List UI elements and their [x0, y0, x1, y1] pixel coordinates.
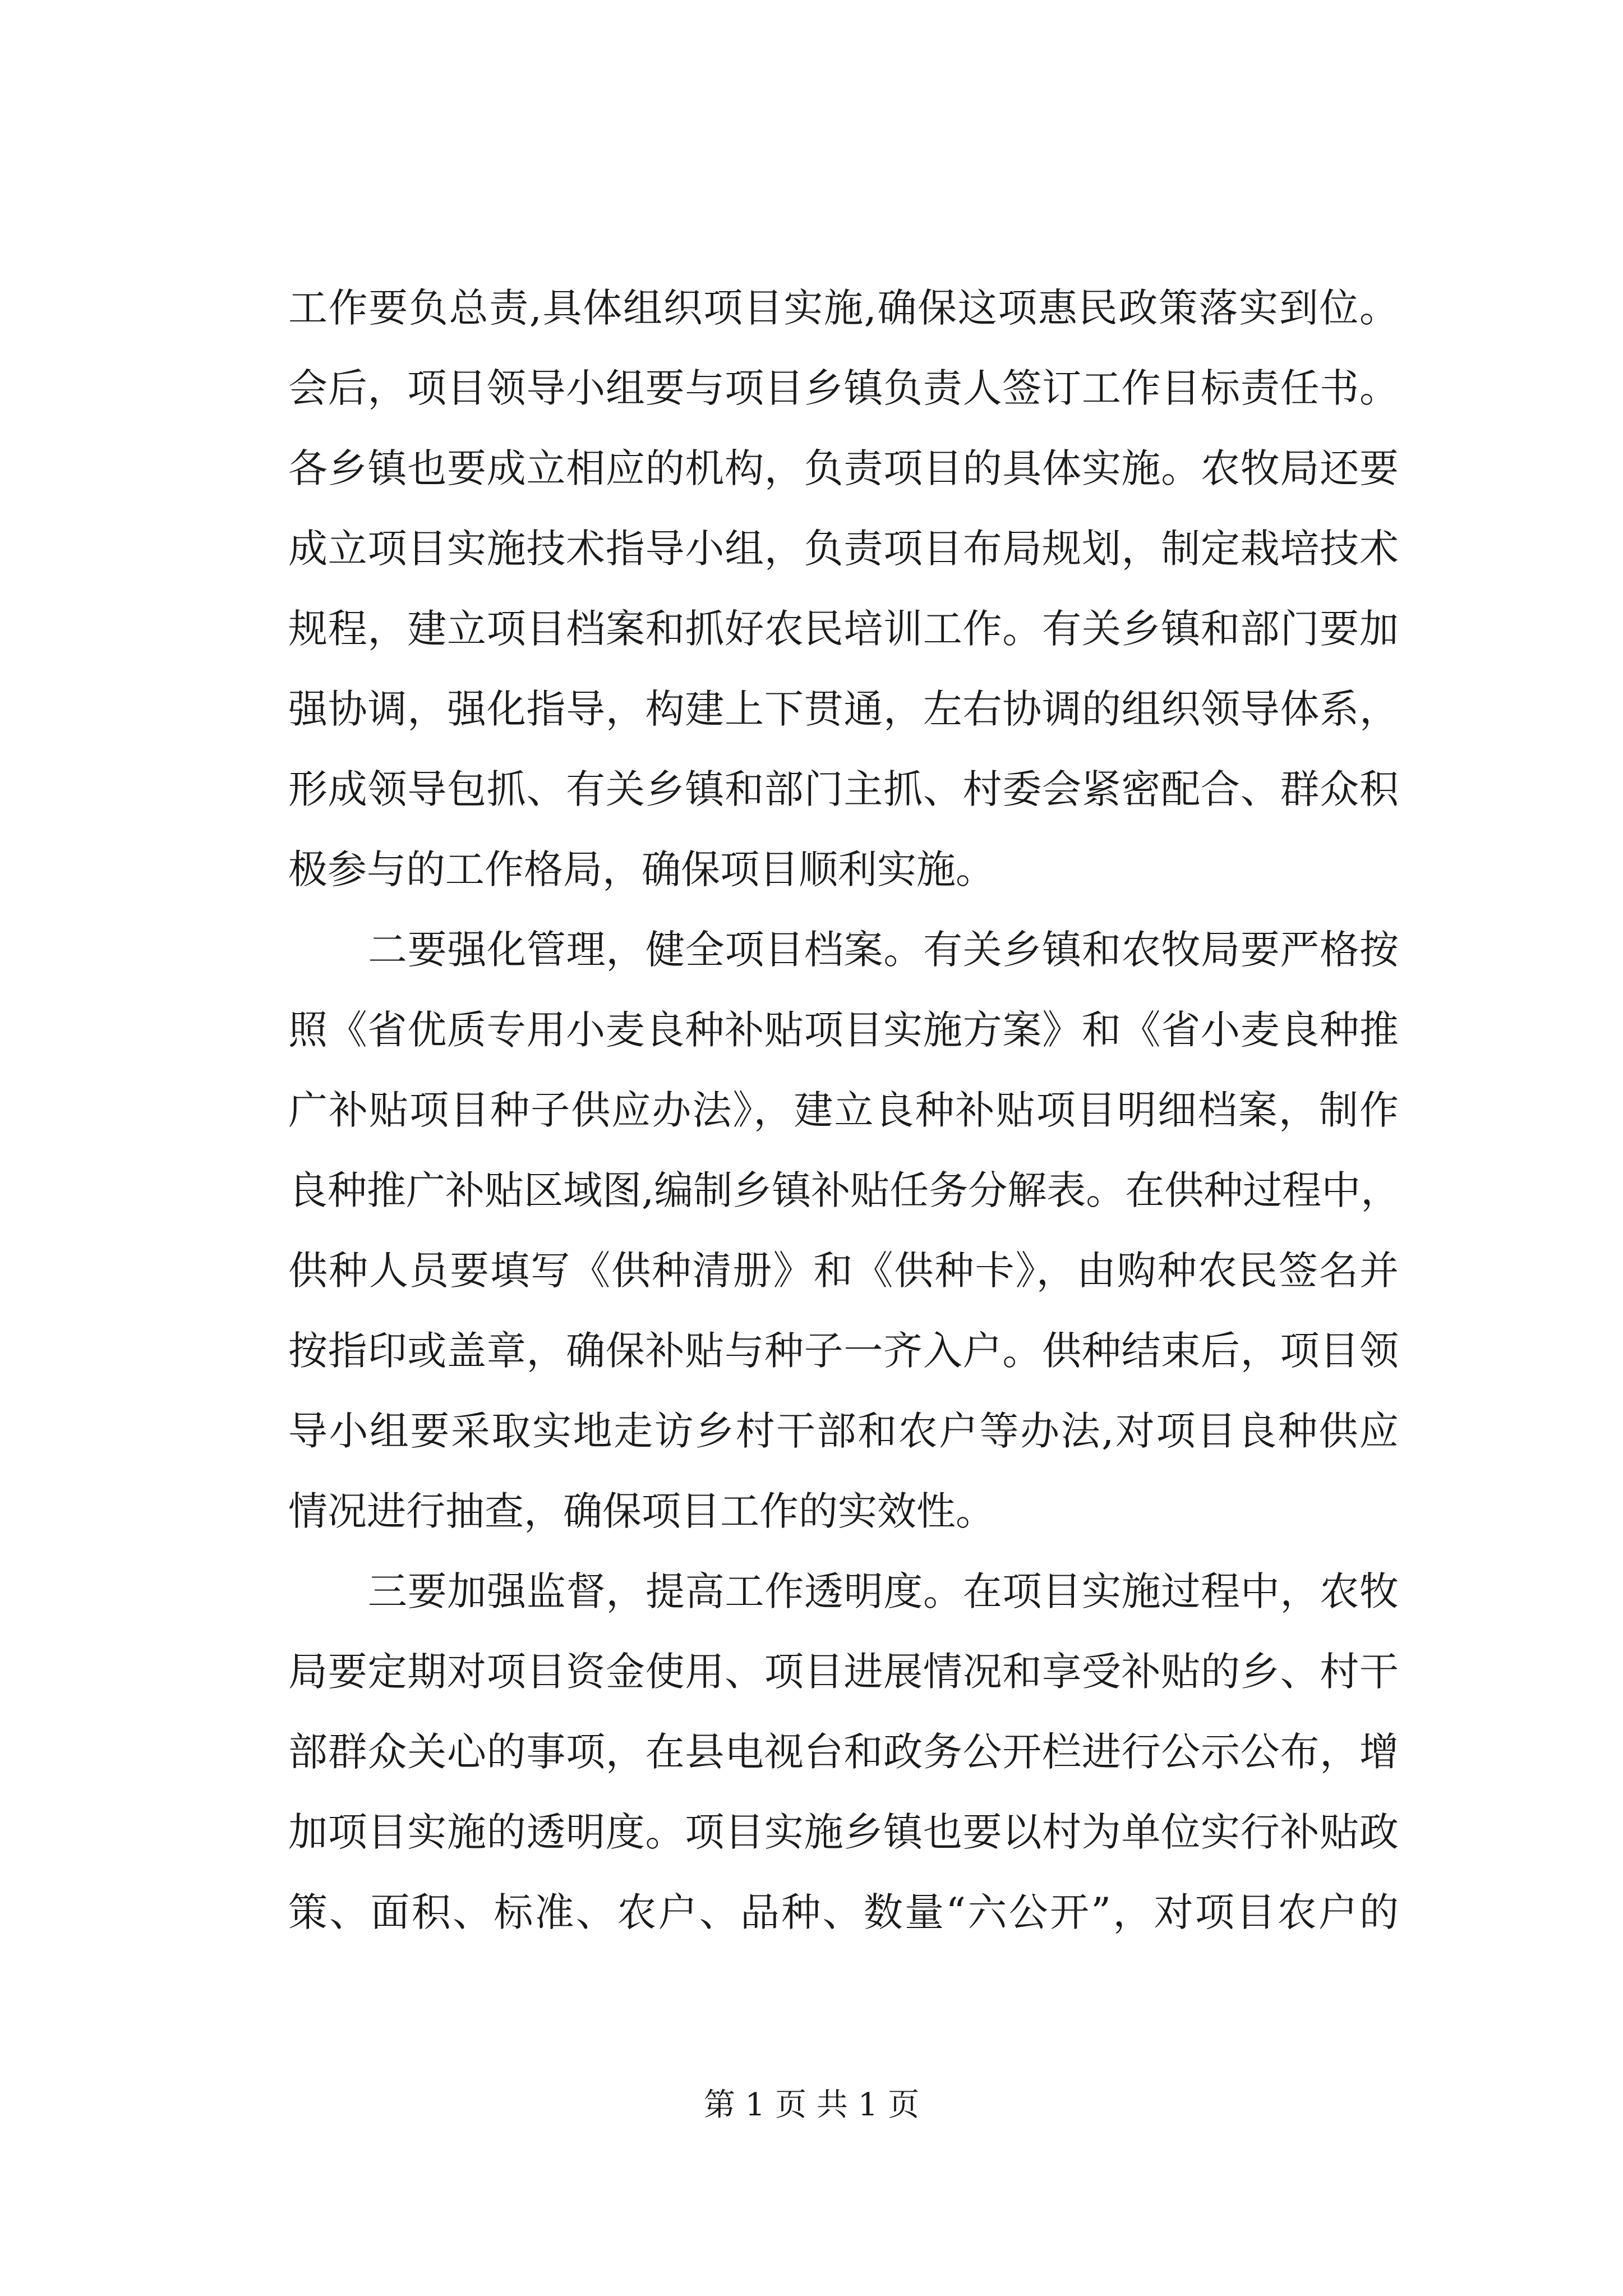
text-line: 局要定期对项目资金使用、项目进展情况和享受补贴的乡、村干: [288, 1649, 1399, 1695]
page-footer: 第 1 页 共 1 页: [703, 2087, 920, 2123]
body-text: [288, 268, 1399, 1953]
text-line: 形成领导包抓、有关乡镇和部门主抓、村委会紧密配合、群众积: [288, 766, 1399, 812]
text-line: 供种人员要填写《供种清册》和《供种卡》，由购种农民签名并: [288, 1248, 1399, 1294]
text-line: 情况进行抽查，确保项目工作的实效性。: [288, 1488, 995, 1534]
text-line: 良种推广补贴区域图,编制乡镇补贴任务分解表。在供种过程中，: [288, 1167, 1400, 1213]
text-line: 强协调，强化指导，构建上下贯通，左右协调的组织领导体系，: [288, 686, 1399, 732]
text-line: 各乡镇也要成立相应的机构，负责项目的具体实施。农牧局还要: [288, 445, 1399, 491]
paragraph-start-line: 三要加强监督，提高工作透明度。在项目实施过程中，农牧: [368, 1568, 1399, 1614]
paragraph-start-line: 二要强化管理，健全项目档案。有关乡镇和农牧局要严格按: [368, 927, 1399, 973]
text-line: 工作要负总责,具体组织项目实施,确保这项惠民政策落实到位。: [288, 285, 1399, 331]
text-line: 照《省优质专用小麦良种补贴项目实施方案》和《省小麦良种推: [288, 1007, 1399, 1053]
text-line: 导小组要采取实地走访乡村干部和农户等办法,对项目良种供应: [288, 1408, 1399, 1454]
text-line: 部群众关心的事项，在县电视台和政务公开栏进行公示公布，增: [288, 1729, 1399, 1775]
text-line: 广补贴项目种子供应办法》，建立良种补贴项目明细档案，制作: [288, 1087, 1399, 1133]
text-line: 按指印或盖章，确保补贴与种子一齐入户。供种结束后，项目领: [288, 1328, 1399, 1374]
text-line: 策、面积、标准、农户、品种、数量“六公开”，对项目农户的: [288, 1889, 1399, 1935]
text-line: 极参与的工作格局，确保项目顺利实施。: [288, 846, 995, 892]
text-line: 会后，项目领导小组要与项目乡镇负责人签订工作目标责任书。: [288, 365, 1399, 411]
text-line: 成立项目实施技术指导小组，负责项目布局规划，制定栽培技术: [288, 526, 1399, 572]
text-line: 规程，建立项目档案和抓好农民培训工作。有关乡镇和部门要加: [288, 606, 1399, 652]
text-line: 加项目实施的透明度。项目实施乡镇也要以村为单位实行补贴政: [288, 1809, 1399, 1855]
